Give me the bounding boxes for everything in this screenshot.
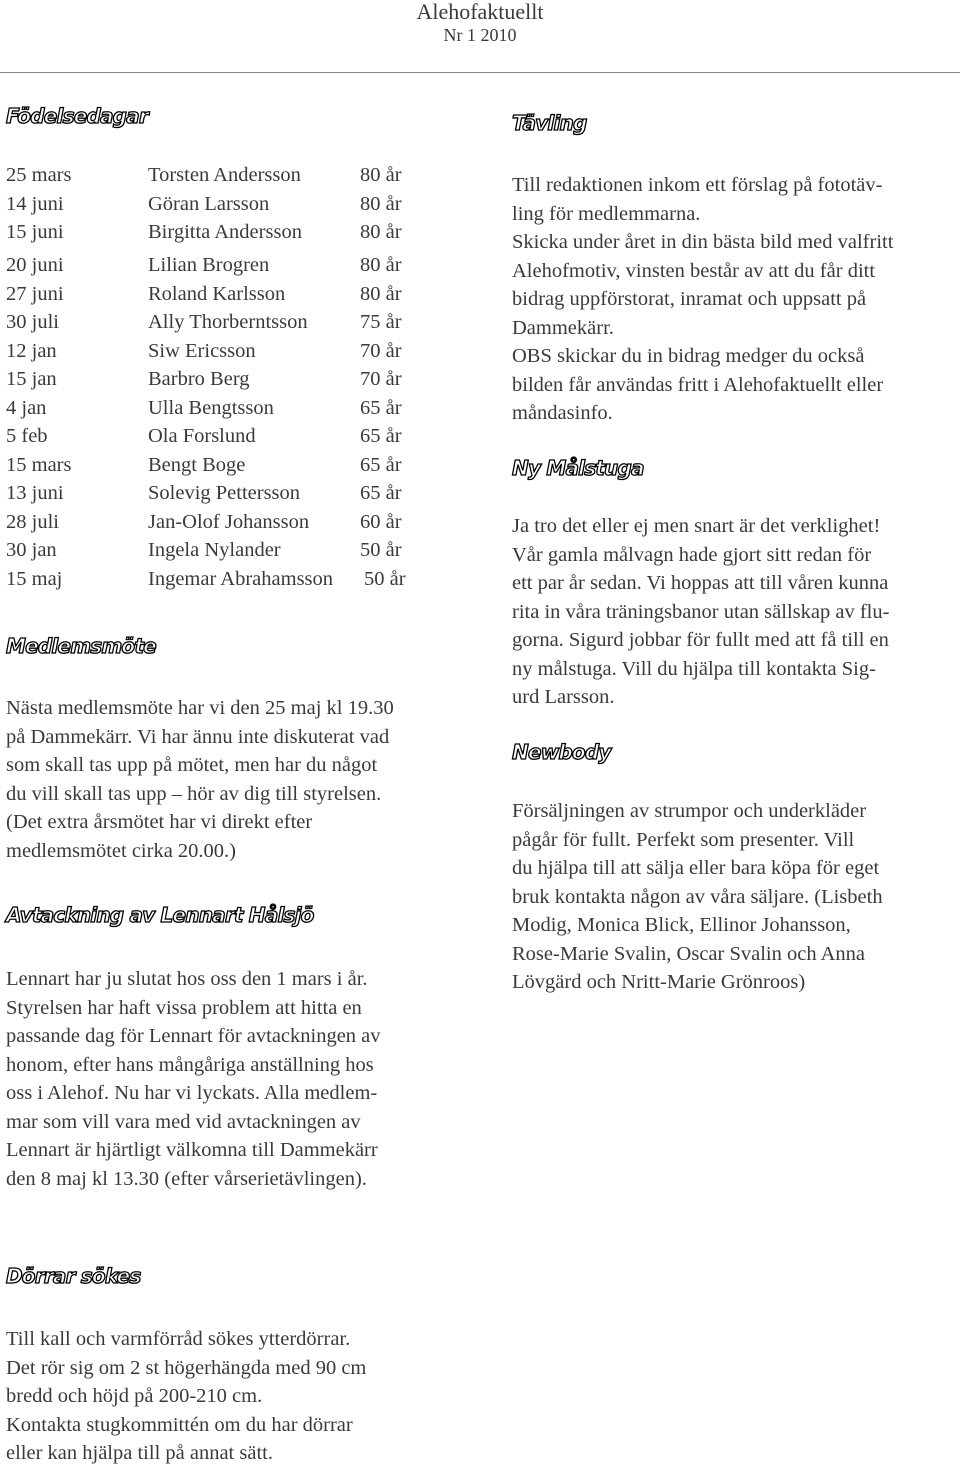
text-line: Kontakta stugkommittén om du har dörrar [6,1413,353,1436]
text-line: passande dag för Lennart för avtackningen av [6,1025,381,1047]
text-line: Styrelsen har haft vissa problem att hitta en [6,996,362,1019]
text-line: pågår för fullt. Perfekt som presenter. Vill [512,828,855,851]
birthday-age: 65 år [360,396,402,419]
birthday-age: 80 år [360,164,402,186]
birthday-age: 50 år [364,567,406,590]
text-line: oss i Alehof. Nu har vi lyckats. Alla medlem- [6,1082,378,1104]
text-line: Lennart har ju slutat hos oss den 1 mars i år. [6,968,368,990]
birthday-date: 20 juni [6,254,64,276]
birthday-row [6,164,446,193]
birthday-date: 12 jan [6,339,57,362]
birthday-age: 65 år [360,425,402,447]
text-line: du vill skall tas upp – hör av dig till styrelsen. [6,782,382,805]
text-line: Lövgärd och Nritt-Marie Grönroos) [512,971,806,993]
birthday-date: 15 mars [6,453,72,476]
birthday-row [6,221,446,250]
birthday-name: Göran Larsson [148,192,270,215]
birthday-name: Lilian Brogren [148,254,270,276]
text-line: eller kan hjälpa till på annat sätt. [6,1442,273,1464]
birthday-age: 70 år [360,339,402,362]
text-line: Till kall och varmförråd sökes ytterdörrar. [6,1328,351,1350]
text-line: Till redaktionen inkom ett förslag på fototäv- [512,174,883,196]
birthday-date: 5 feb [6,425,48,447]
text-line: bredd och höjd på 200-210 cm. [6,1385,263,1407]
birthday-row [6,425,446,454]
birthday-row [6,568,446,597]
text-line: Försäljningen av strumpor och underkläder [512,800,867,822]
birthday-age: 80 år [360,282,402,305]
birthday-row [6,340,446,369]
issue-number: Nr 1 2010 [443,25,517,45]
birthday-age: 50 år [360,539,402,561]
birthday-row [6,397,446,426]
birthday-age: 80 år [360,192,402,215]
birthday-row [6,368,446,397]
birthday-row [6,311,446,340]
text-line: på Dammekärr. Vi har ännu inte diskuterat vad [6,725,390,748]
birthday-date: 15 maj [6,567,63,590]
text-line: som skall tas upp på mötet, men har du något [6,754,378,776]
birthday-date: 30 juli [6,311,59,333]
contest-text [512,171,958,428]
birthday-age: 65 år [360,482,402,504]
text-line: Skicka under året in din bästa bild med valfritt [512,231,894,253]
newsletter-title: Alehofaktuellt [416,0,544,24]
text-line: den 8 maj kl 13.30 (efter vårserietävlingen). [6,1167,367,1190]
birthday-age: 80 år [360,254,402,276]
text-line: måndasinfo. [512,402,613,424]
text-line: ling för medlemmarna. [512,202,701,225]
birthday-row [6,539,446,568]
text-line: Modig, Monica Blick, Ellinor Johansson, [512,914,851,936]
birthday-date: 14 juni [6,192,64,215]
text-line: mar som vill vara med vid avtackningen av [6,1110,361,1133]
birthday-name: Ally Thorberntsson [148,311,308,333]
birthday-date: 15 juni [6,221,64,243]
birthdays-heading: Födelsedagar [6,104,148,128]
text-line: Vår gamla målvagn hade gjort sitt redan för [512,543,872,566]
birthday-name: Ulla Bengtsson [148,396,274,419]
page-header [0,0,960,46]
birthday-age: 80 år [360,221,402,243]
text-line: Lennart är hjärtligt välkomna till Dammekärr [6,1139,378,1161]
text-line: gorna. Sigurd jobbar för fullt med att få till en [512,629,889,651]
doors-heading: Dörrar sökes [6,1264,141,1288]
birthday-name: Barbro Berg [148,368,250,390]
text-line: OBS skickar du in bidrag medger du också [512,345,865,367]
meeting-text [6,694,466,865]
text-line: ett par år sedan. Vi hoppas att till våren kunna [512,572,889,594]
birthday-row [6,511,446,540]
text-line: bilden får användas fritt i Alehofaktuellt eller [512,373,884,396]
birthday-date: 30 jan [6,539,57,561]
birthday-name: Jan-Olof Johansson [148,510,310,533]
farewell-heading: Avtackning av Lennart Hålsjö [6,903,314,927]
text-line: du hjälpa till att sälja eller bara köpa för eget [512,857,880,879]
birthday-list [6,164,446,596]
newbody-heading: Newbody [512,740,611,764]
doors-text [6,1325,466,1468]
birthday-row [6,454,446,483]
birthday-date: 15 jan [6,368,57,390]
text-line: Alehofmotiv, vinsten består av att du får ditt [512,259,876,282]
text-line: ny målstuga. Vill du hjälpa till kontakta Sig- [512,657,876,680]
text-line: Det rör sig om 2 st högerhängda med 90 cm [6,1356,367,1379]
birthday-name: Bengt Boge [148,453,246,476]
text-line: medlemsmötet cirka 20.00.) [6,839,236,862]
birthday-age: 70 år [360,368,402,390]
birthday-row [6,283,446,312]
birthday-row [6,193,446,222]
birthday-row [6,482,446,511]
birthday-name: Siw Ericsson [148,339,256,362]
contest-heading: Tävling [512,111,587,135]
birthday-name: Ingemar Abrahamsson [148,567,334,590]
newbody-text [512,797,958,997]
birthday-age: 60 år [360,510,402,533]
birthday-date: 13 juni [6,482,64,504]
birthday-age: 75 år [360,311,402,333]
birthday-name: Roland Karlsson [148,282,286,305]
text-line: Rose-Marie Svalin, Oscar Svalin och Anna [512,942,865,965]
text-line: honom, efter hans mångåriga anställning hos [6,1053,374,1076]
goalhouse-text [512,512,958,712]
text-line: rita in våra träningsbanor utan sällskap av flu- [512,600,890,623]
birthday-name: Ingela Nylander [148,539,281,561]
birthday-date: 4 jan [6,396,47,419]
birthday-name: Ola Forslund [148,425,256,447]
text-line: Nästa medlemsmöte har vi den 25 maj kl 19.30 [6,697,394,719]
text-line: Dammekärr. [512,316,614,339]
text-line: (Det extra årsmötet har vi direkt efter [6,811,313,833]
header-divider [0,72,960,73]
meeting-heading: Medlemsmöte [6,634,156,658]
text-line: bidrag uppförstorat, inramat och uppsatt på [512,288,867,310]
birthday-date: 27 juni [6,282,64,305]
birthday-date: 25 mars [6,164,72,186]
text-line: Ja tro det eller ej men snart är det verklighet! [512,515,881,537]
text-line: urd Larsson. [512,686,615,708]
birthday-name: Torsten Andersson [148,164,301,186]
birthday-name: Solevig Pettersson [148,482,301,504]
birthday-age: 65 år [360,453,402,476]
goalhouse-heading: Ny Målstuga [512,456,644,480]
birthday-name: Birgitta Andersson [148,221,302,243]
birthday-row [6,254,446,283]
birthday-date: 28 juli [6,510,59,533]
farewell-text [6,965,466,1193]
text-line: bruk kontakta någon av våra säljare. (Lisbeth [512,885,883,908]
